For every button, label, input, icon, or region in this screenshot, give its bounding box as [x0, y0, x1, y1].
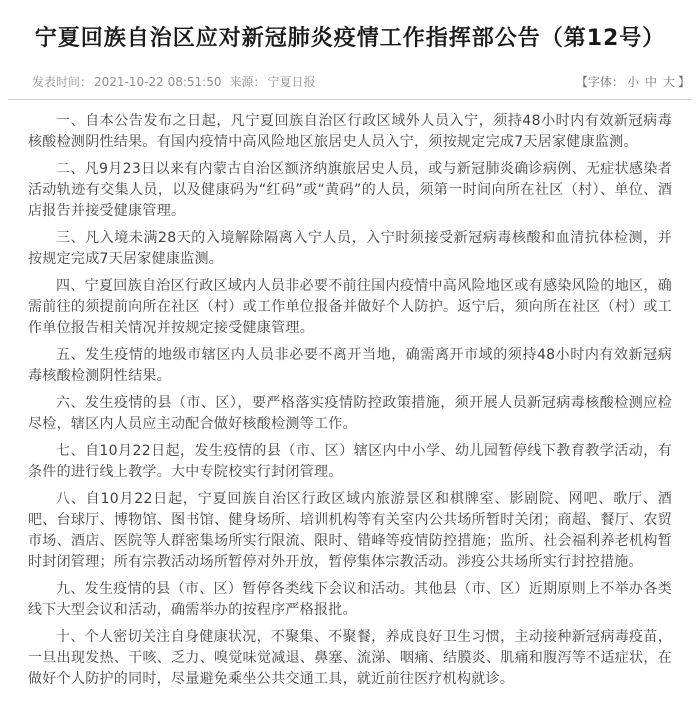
- page-title: 宁夏回族自治区应对新冠肺炎疫情工作指挥部公告（第12号）: [34, 26, 666, 51]
- announcement-paragraph-5: 五、发生疫情的地级市辖区内人员非必要不离开当地，确需离开市域的须持48小时内有效新冠病毒核酸检测阴性结果。: [28, 347, 672, 384]
- announcement-paragraph-3: 三、凡入境未满28天的入境解除隔离入宁人员，入宁时须接受新冠病毒核酸和血清抗体检测，并按规定完成7天居家健康监测。: [28, 230, 672, 267]
- publish-time-value: 2021-10-22 08:51:50: [94, 75, 222, 89]
- publish-time-label: 发表时间：: [32, 75, 93, 89]
- font-size-prefix: 【字体：: [575, 75, 624, 89]
- announcement-paragraph-7: 七、自10月22日起，发生疫情的县（市、区）辖区内中小学、幼儿园暂停线下教育教学活动，有条件的进行线上教学。大中专院校实行封闭管理。: [28, 443, 672, 480]
- announcement-paragraph-2: 二、凡9月23日以来有内蒙古自治区额济纳旗旅居史人员，或与新冠肺炎确诊病例、无症状感染者活动轨迹有交集人员，以及健康码为“红码”或“黄码”的人员，须第一时间向所在社区（村）、单位、酒店报告并接受健康管理。: [28, 161, 672, 219]
- source-label: 来源：: [229, 75, 266, 89]
- announcement-paragraph-1: 一、自本公告发布之日起，凡宁夏回族自治区行政区域外人员入宁，须持48小时内有效新冠病毒核酸检测阴性结果。有国内疫情中高风险地区旅居史人员入宁，须按规定完成7天居家健康监测。: [28, 113, 672, 150]
- announcement-paragraph-4: 四、宁夏回族自治区行政区域内人员非必要不前往国内疫情中高风险地区或有感染风险的地区，确需前往的须提前向所在社区（村）或工作单位报备并做好个人防护。返宁后，须向所在社区（村）或工作单位报告相关情况并按规定接受健康管理。: [28, 278, 672, 336]
- announcement-paragraph-10: 十、个人密切关注自身健康状况，不聚集、不聚餐，养成良好卫生习惯，主动接种新冠病毒疫苗，一旦出现发热、干咳、乏力、嗅觉味觉减退、鼻塞、流涕、咽痛、结膜炎、肌痛和腹泻等不适症状，在做好个人防护的同时，尽量避免乘坐公共交通工具，就近前往医疗机构就诊。: [28, 629, 672, 687]
- font-size-option-medium[interactable]: 中: [644, 75, 657, 89]
- meta-bar: [0, 73, 700, 90]
- font-size-option-small[interactable]: 小: [626, 75, 639, 89]
- font-size-suffix: 】: [677, 75, 690, 89]
- font-size-option-large[interactable]: 大: [662, 75, 675, 89]
- announcement-paragraph-6: 六、发生疫情的县（市、区），要严格落实疫情防控政策措施，须开展人员新冠病毒核酸检测应检尽检，辖区内人员应主动配合做好核酸检测等工作。: [28, 395, 672, 432]
- announcement-body: [0, 100, 700, 710]
- font-size-control: [576, 73, 690, 90]
- source-value: 宁夏日报: [267, 75, 316, 89]
- publish-info: [32, 73, 324, 90]
- announcement-paragraph-9: 九、发生疫情的县（市、区）暂停各类线下会议和活动。其他县（市、区）近期原则上不举办各类线下大型会议和活动，确需举办的按程序严格报批。: [28, 581, 672, 618]
- announcement-paragraph-8: 八、自10月22日起，宁夏回族自治区行政区域内旅游景区和棋牌室、影剧院、网吧、歌厅、酒吧、台球厅、博物馆、图书馆、健身场所、培训机构等有关室内公共场所暂时关闭；商超、餐厅、农贸市场、酒店、医院等人群密集场所实行限流、限时、错峰等疫情防控措施；监所、社会福利养老机构暂时封闭管理；所有宗教活动场所暂停对外开放，暂停集体宗教活动。涉疫公共场所实行封控措施。: [28, 491, 672, 570]
